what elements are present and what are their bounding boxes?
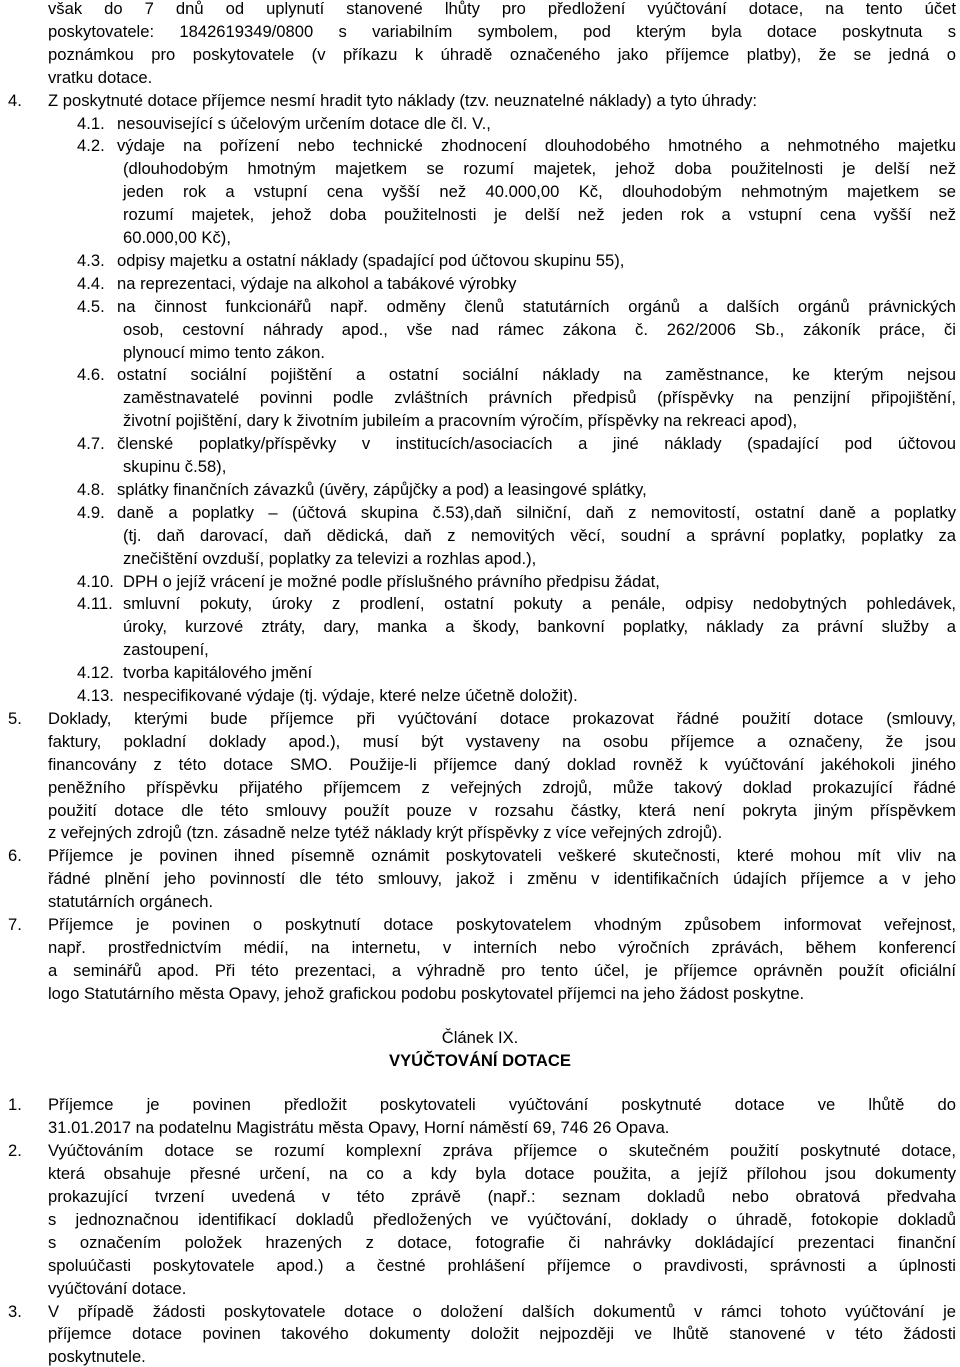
- sublist-line: osob, cestovní náhrady apod., vše nad rámec zákona č. 262/2006 Sb., zákoník práce, či: [123, 319, 956, 339]
- paragraph-line: s označením položek hrazených z dotace, fotografie či nahrávky dokládající prezentaci finanční: [48, 1232, 956, 1252]
- sublist-number: 4.1.: [77, 113, 105, 133]
- article-title: VYÚČTOVÁNÍ DOTACE: [389, 1050, 571, 1070]
- sublist-line: zastoupení,: [123, 640, 209, 660]
- sublist-number: 4.10.: [77, 571, 114, 591]
- sublist-number: 4.7.: [77, 434, 105, 454]
- article-number: Článek IX.: [441, 1027, 519, 1047]
- sublist-line: tvorba kapitálového jmění: [123, 663, 313, 683]
- paragraph-line: s jednoznačnou identifikací dokladů předložených ve vyúčtování, doklady o úhradě, fotokopie dokladů: [48, 1209, 956, 1229]
- sublist-line: daně a poplatky – (účtová skupina č.53),daň silniční, daň z nemovitostí, ostatní daně a poplatky: [117, 502, 956, 522]
- paragraph-line: Z poskytnuté dotace příjemce nesmí hradit tyto náklady (tzv. neuznatelné náklady) a tyto úhrady:: [48, 90, 757, 110]
- sublist-line: nespecifikované výdaje (tj. výdaje, které nelze účetně doložit).: [123, 686, 578, 705]
- sublist-number: 4.3.: [77, 250, 105, 270]
- paragraph-line: financovány z této dotace SMO. Použije-li příjemce daný doklad rovněž k vyúčtování jakéhokoli jiného: [48, 754, 956, 774]
- paragraph-line: spoluúčasti poskytovatele apod.) a čestné prohlášení příjemce o pravdivosti, správnosti a úplnosti: [48, 1255, 956, 1275]
- sublist-line: smluvní pokuty, úroky z prodlení, ostatní pokuty a penále, odpisy nedobytných pohledávek,: [123, 594, 956, 614]
- list-number: 3.: [8, 1301, 22, 1321]
- paragraph-line: prokazující tvrzení uvedená v této zprávě (např.: seznam dokladů nebo obratová předvaha: [48, 1187, 956, 1206]
- paragraph-line: však do 7 dnů od uplynutí stanovené lhůty pro předložení vyúčtování dotace, na tento účet: [48, 0, 956, 18]
- sublist-number: 4.11.: [77, 594, 113, 614]
- paragraph-line: příjemce dotace povinen takového dokumenty doložit nejpozději ve lhůtě stanovené v této žádosti: [48, 1324, 956, 1344]
- sublist-line: rozumí majetek, jehož doba použitelnosti je delší než jeden rok a vstupní cena vyšší než: [123, 205, 956, 225]
- paragraph-line: peněžního příspěvku přijatého příjemcem z veřejných zdrojů, může takový doklad prokazující řádné: [48, 777, 956, 797]
- sublist-line: (dlouhodobým hmotným majetkem se rozumí majetek, jehož doba použitelnosti je delší než: [123, 159, 956, 179]
- sublist-line: členské poplatky/příspěvky v institucích/asociacích a jiné náklady (spadající pod účtovou: [117, 434, 956, 454]
- paragraph-line: vyúčtování dotace.: [48, 1278, 187, 1298]
- sublist-line: zaměstnavatelé povinni podle zvláštních právních předpisů (příspěvky na penzijní připojištění,: [123, 388, 956, 408]
- sublist-number: 4.6.: [77, 365, 105, 385]
- paragraph-line: Příjemce je povinen předložit poskytovateli vyúčtování poskytnuté dotace ve lhůtě do: [48, 1095, 956, 1115]
- paragraph-line: 31.01.2017 na podatelnu Magistrátu města Opavy, Horní náměstí 69, 746 26 Opava.: [48, 1118, 670, 1138]
- sublist-line: ostatní sociální pojištění a ostatní sociální náklady na zaměstnance, ke kterým nejsou: [117, 365, 956, 385]
- sublist-line: skupinu č.58),: [123, 457, 227, 476]
- paragraph-line: poznámkou pro poskytovatele (v příkazu k úhradě označeného jako příjemce platby), že se jedná o: [48, 44, 956, 64]
- sublist-line: (tj. daň darovací, daň dědická, daň z nemovitých věcí, soudní a správní poplatky, poplatky za: [123, 525, 956, 545]
- paragraph-line: poskytovatele: 1842619349/0800 s variabilním symbolem, pod kterým byla dotace poskytnuta s: [48, 21, 956, 41]
- paragraph-line: a seminářů apod. Při této prezentaci, a výhradně pro tento účel, je příjemce oprávněn použít oficiální: [48, 960, 956, 980]
- sublist-number: 4.8.: [77, 479, 105, 499]
- sublist-number: 4.9.: [77, 502, 105, 522]
- sublist-line: DPH o jejíž vrácení je možné podle příslušného právního předpisu žádat,: [123, 571, 660, 591]
- list-number: 7.: [8, 915, 22, 934]
- sublist-number: 4.5.: [77, 296, 105, 316]
- sublist-line: znečištění ovzduší, poplatky za televizi a rozhlas apod.),: [123, 548, 537, 568]
- sublist-number: 4.4.: [77, 273, 105, 293]
- sublist-line: nesouvisející s účelovým určením dotace dle čl. V.,: [117, 113, 491, 133]
- list-number: 4.: [8, 90, 22, 110]
- paragraph-line: např. prostřednictvím médií, na internetu, v interních nebo výročních zprávách, během konferencí: [48, 937, 956, 957]
- sublist-line: na činnost funkcionářů např. odměny členů statutárních orgánů a dalších orgánů právnických: [117, 296, 956, 316]
- paragraph-line: která obsahuje přesné určení, na co a kdy byla dotace použita, a jejíž přílohou jsou dokumenty: [48, 1164, 956, 1184]
- list-number: 1.: [8, 1095, 22, 1115]
- paragraph-line: faktury, pokladní doklady apod.), musí být vystaveny na osobu příjemce a označeny, že jsou: [48, 731, 956, 751]
- sublist-line: na reprezentaci, výdaje na alkohol a tabákové výrobky: [117, 273, 517, 293]
- paragraph-line: statutárních orgánech.: [48, 892, 214, 912]
- list-number: 5.: [8, 708, 22, 728]
- sublist-line: jeden rok a vstupní cena vyšší než 40.000,00 Kč, dlouhodobým nehmotným majetkem se: [123, 182, 956, 202]
- paragraph-line: Vyúčtováním dotace se rozumí komplexní zpráva příjemce o skutečném použití poskytnuté dotace,: [48, 1141, 956, 1161]
- list-number: 2.: [8, 1141, 22, 1161]
- sublist-line: životní pojištění, dary k životním jubileím a pracovním výročím, příspěvky na rekreaci apod),: [123, 411, 798, 431]
- paragraph-line: poskytnutele.: [48, 1347, 146, 1367]
- sublist-line: výdaje na pořízení nebo technické zhodnocení dlouhodobého hmotného a nehmotného majetku: [117, 136, 956, 156]
- sublist-number: 4.13.: [77, 686, 114, 705]
- sublist-line: úroky, kurzové ztráty, dary, manka a škody, bankovní poplatky, náklady za právní služby a: [123, 617, 956, 637]
- paragraph-line: Doklady, kterými bude příjemce při vyúčtování dotace prokazovat řádné použití dotace (smlouvy,: [48, 708, 956, 728]
- paragraph-line: logo Statutárního města Opavy, jehož grafickou podobu poskytovatel příjemci na jeho žádost poskytne.: [48, 983, 805, 1003]
- paragraph-line: Příjemce je povinen o poskytnutí dotace poskytovatelem vhodným způsobem informovat veřejnost,: [48, 915, 956, 934]
- paragraph-line: vratku dotace.: [48, 67, 153, 87]
- sublist-line: plynoucí mimo tento zákon.: [123, 342, 325, 362]
- sublist-line: 60.000,00 Kč),: [123, 228, 231, 247]
- sublist-number: 4.12.: [77, 663, 114, 683]
- paragraph-line: z veřejných zdrojů (tzn. zásadně nelze tytéž náklady krýt příspěvky z více veřejných zdrojů).: [48, 823, 723, 843]
- list-number: 6.: [8, 846, 22, 866]
- sublist-line: splátky finančních závazků (úvěry, zápůjčky a pod) a leasingové splátky,: [117, 479, 647, 499]
- sublist-line: odpisy majetku a ostatní náklady (spadající pod účtovou skupinu 55),: [117, 250, 625, 270]
- sublist-number: 4.2.: [77, 136, 105, 156]
- paragraph-line: V případě žádosti poskytovatele dotace o doložení dalších dokumentů v rámci tohoto vyúčtování je: [48, 1301, 956, 1321]
- paragraph-line: Příjemce je povinen ihned písemně oznámit poskytovateli veškeré skutečnosti, které mohou mít vliv na: [48, 846, 956, 866]
- paragraph-line: použití dotace dle této smlouvy použít pouze v rozsahu částky, která není pokryta jiným příspěvkem: [48, 800, 956, 820]
- paragraph-line: řádné plnění jeho povinností dle této smlouvy, jakož i změnu v identifikačních údajích příjemce a v jeho: [48, 869, 956, 889]
